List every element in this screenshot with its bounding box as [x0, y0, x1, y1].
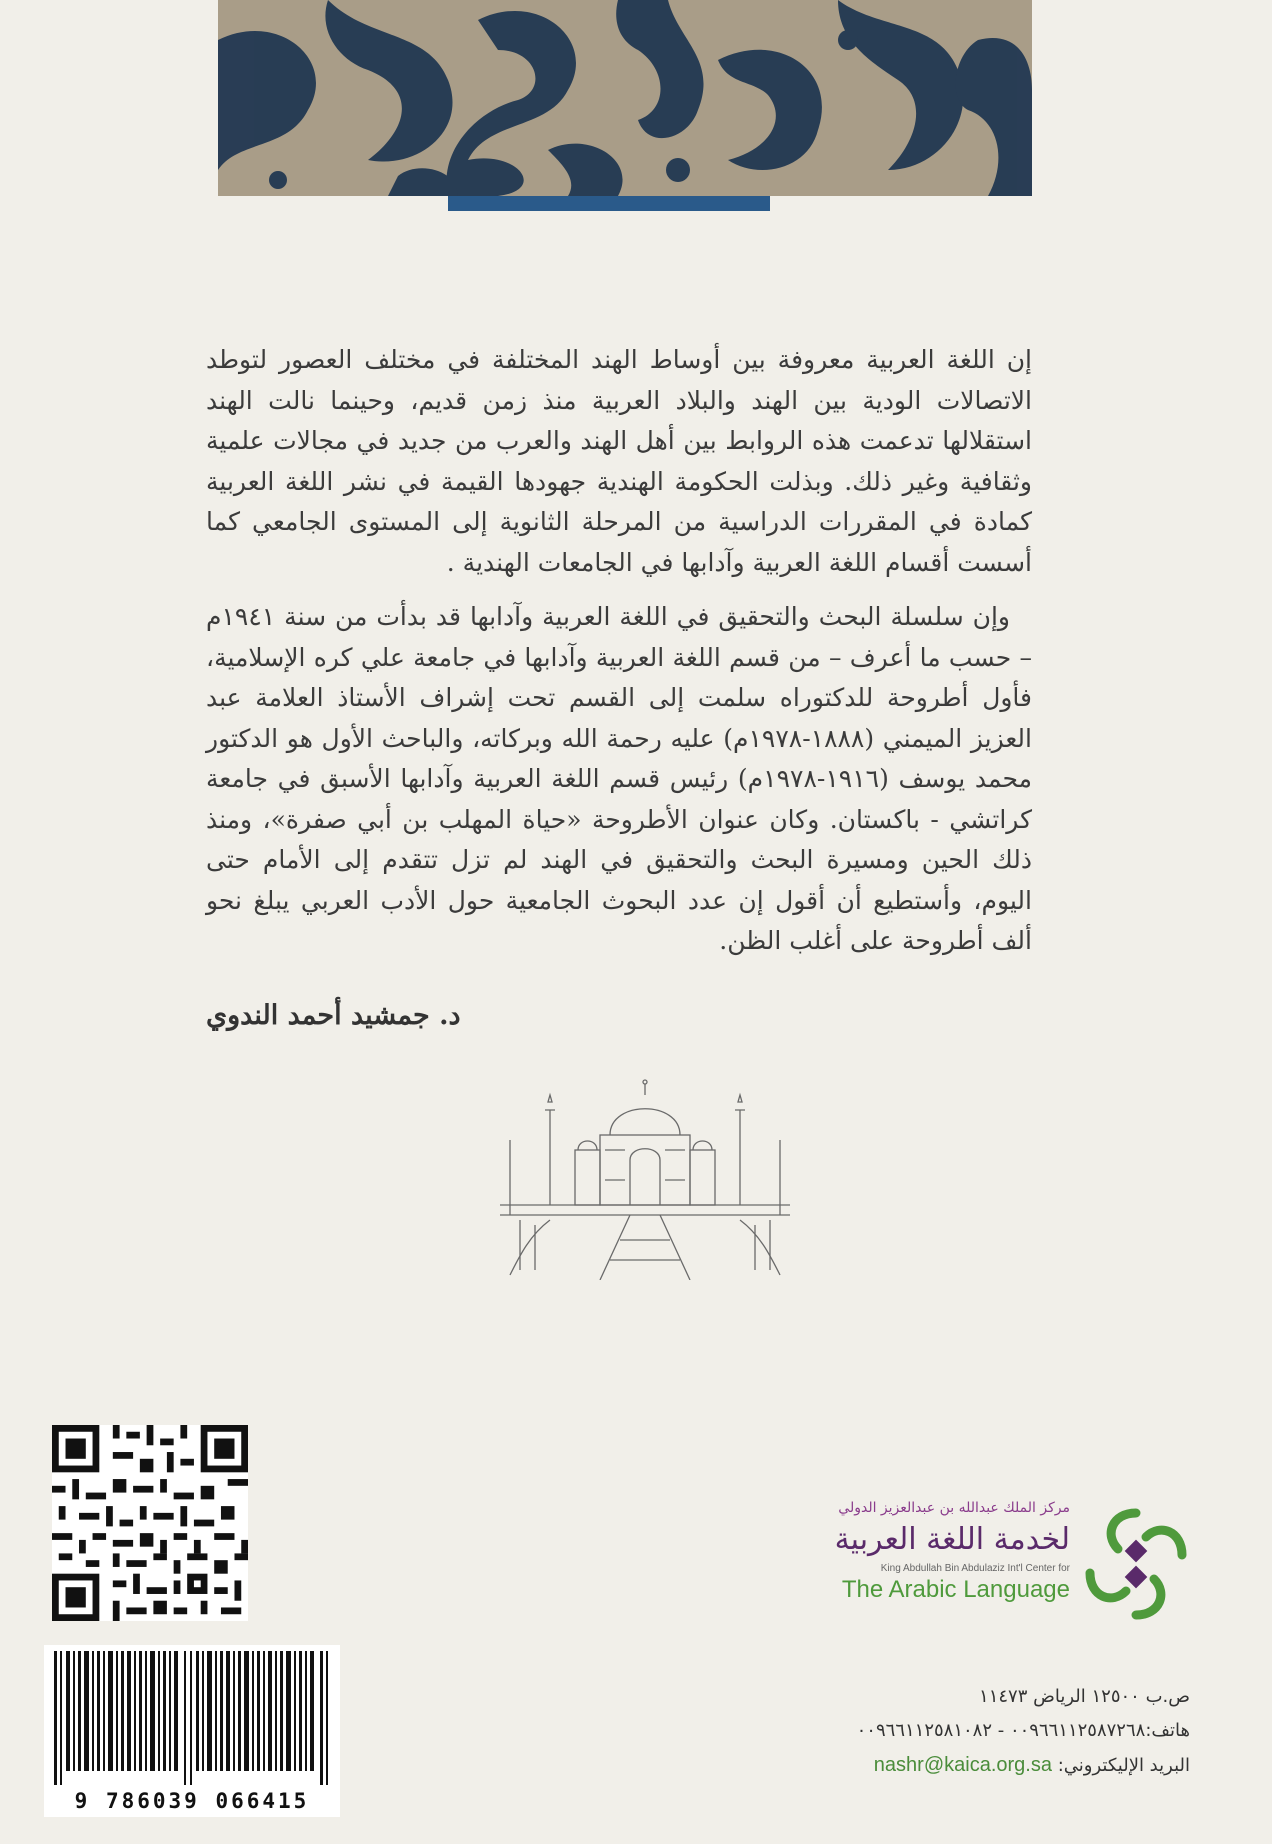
barcode-number: 9 786039 066415 [74, 1789, 310, 1813]
logo-arabic-name: مركز الملك عبدالله بن عبدالعزيز الدولي [838, 1500, 1070, 1516]
calligraphy-banner [218, 0, 1032, 196]
email-link[interactable]: nashr@kaica.org.sa [873, 1754, 1052, 1776]
logo-english-name: King Abdullah Bin Abdulaziz Int'l Center for [880, 1563, 1070, 1574]
calligraphy-pattern-icon [218, 0, 1032, 196]
paragraph-2: وإن سلسلة البحث والتحقيق في اللغة العربية وآدابها قد بدأت من سنة ١٩٤١م – حسب ما أعرف – من قسم اللغة العربية وآدابها في جامعة علي كره الإسلامية، فأول أطروحة للدكتوراه سلمت إلى القسم تحت إشراف الأستاذ العلامة عبد العزيز الميمني (١٨٨٨-١٩٧٨م) عليه رحمة الله وبركاته، والباحث الأول هو الدكتور محمد يوسف (١٩١٦-١٩٧٨م) رئيس قسم اللغة العربية وآدابها الأسبق في جامعة كراتشي - باكستان. وكان عنوان الأطروحة «حياة المهلب بن أبي صفرة»، ومنذ ذلك الحين ومسيرة البحث والتحقيق في الهند لم تزل تتقدم إلى الأمام حتى اليوم، وأستطيع أن أقول إن عدد البحوث الجامعية حول الأدب العربي يبلغ نحو ألف أطروحة على أغلب الظن. [206, 602, 1032, 955]
description-text [206, 340, 1032, 976]
phone-numbers: هاتف:٠٠٩٦٦١١٢٥٨٧٢٦٨ - ٠٠٩٦٦١١٢٥٨١٠٨٢ [856, 1720, 1190, 1741]
kaica-logo-icon [1082, 1505, 1190, 1623]
author-name: د. جمشيد أحمد الندوي [206, 1000, 461, 1031]
kaica-logo-text [780, 1500, 1070, 1604]
barcode-icon [44, 1645, 340, 1785]
banner-blue-strip [448, 196, 770, 211]
email-label: البريد الإليكتروني: [1057, 1755, 1190, 1776]
logo-english-subtitle: The Arabic Language [841, 1576, 1070, 1603]
email-row [660, 1748, 1190, 1783]
contact-info [660, 1680, 1190, 1783]
qr-code-icon[interactable] [52, 1425, 248, 1621]
logo-arabic-subtitle: لخدمة اللغة العربية [834, 1522, 1070, 1557]
taj-mahal-sketch-icon [490, 1040, 800, 1280]
paragraph-1: إن اللغة العربية معروفة بين أوساط الهند المختلفة في مختلف العصور لتوطد الاتصالات الودية بين الهند والبلاد العربية منذ زمن قديم، وحينما نالت الهند استقلالها تدعمت هذه الروابط بين أهل الهند والعرب من جديد في مجالات علمية وثقافية وغير ذلك. وبذلت الحكومة الهندية جهودها القيمة في نشر اللغة العربية كمادة في المقررات الدراسية من المرحلة الثانوية إلى المستوى الجامعي كما أسست أقسام اللغة العربية وآدابها في الجامعات الهندية . [206, 345, 1032, 577]
po-box: ص.ب ١٢٥٠٠ الرياض ١١٤٧٣ [979, 1686, 1190, 1707]
isbn-barcode [44, 1645, 340, 1817]
